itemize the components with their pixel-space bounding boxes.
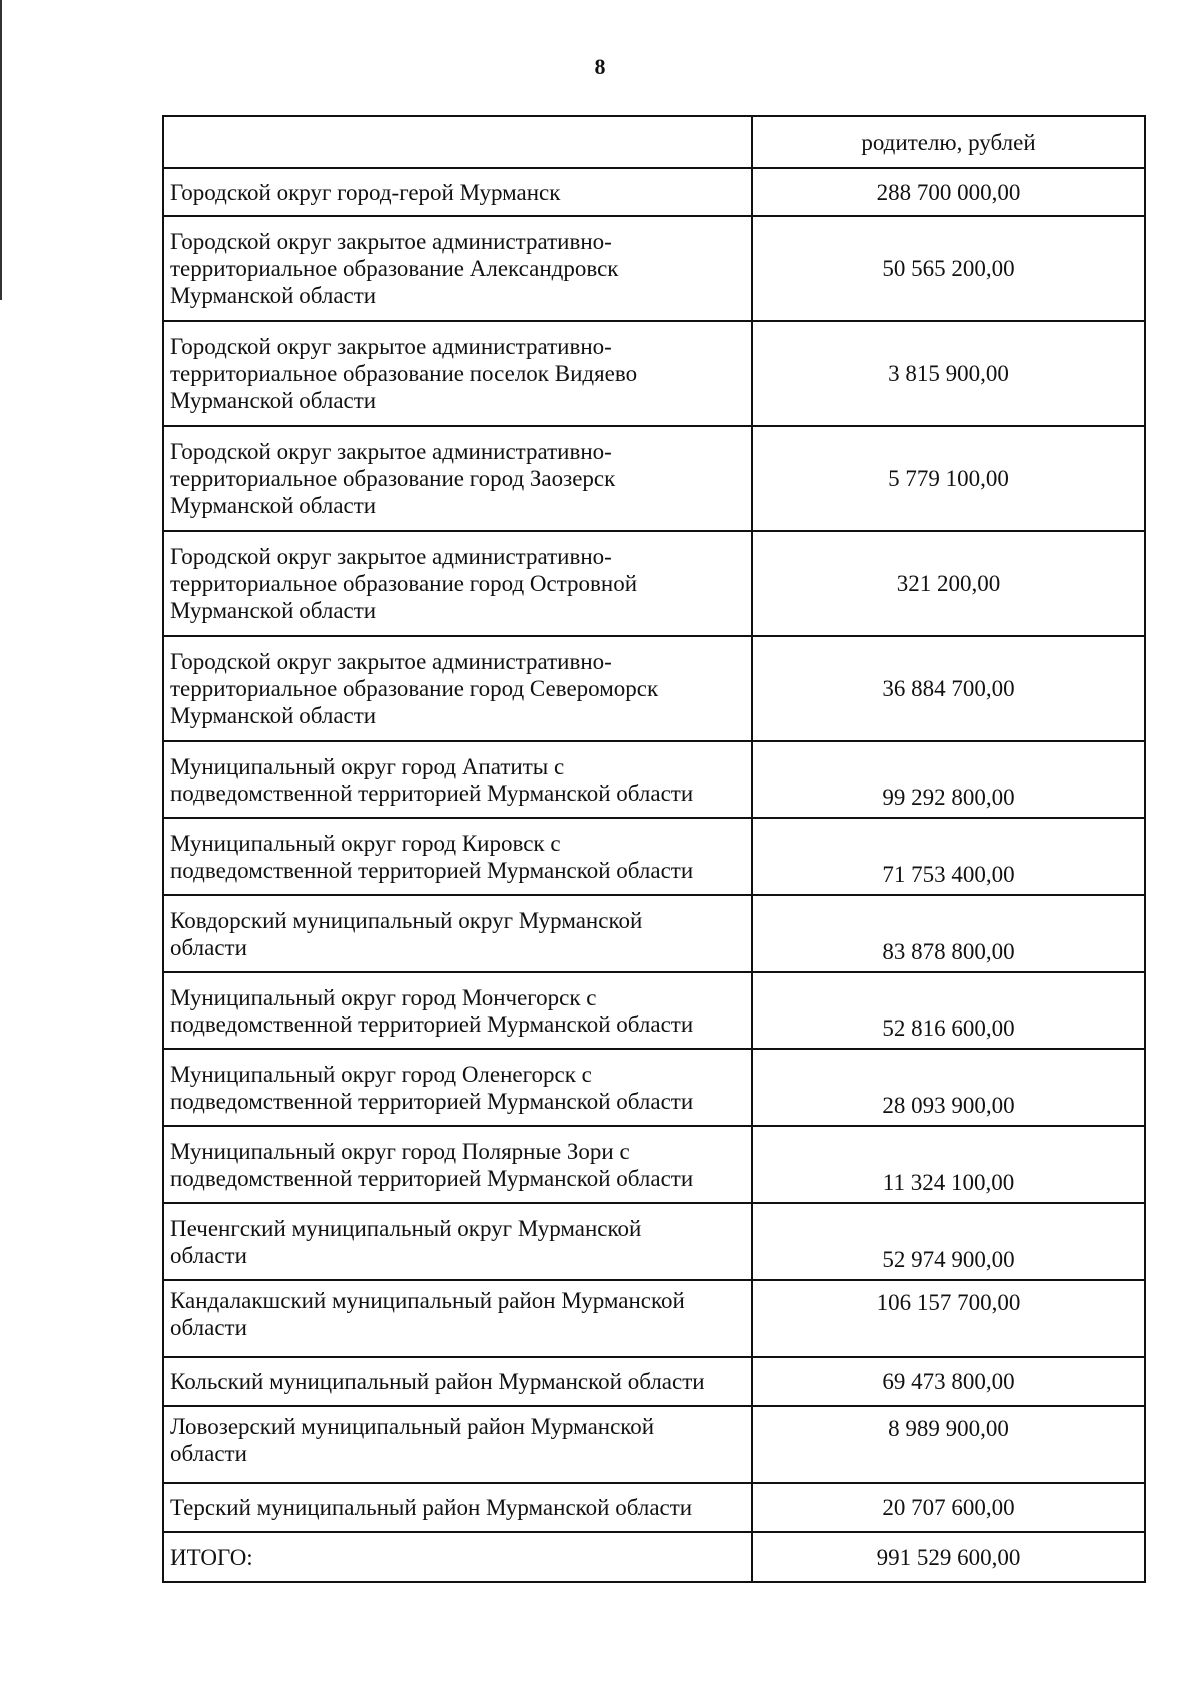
row-name: Муниципальный округ город Полярные Зори с подведомственной территорией Мурманской области xyxy=(163,1126,752,1203)
table-row xyxy=(163,818,1145,895)
row-value: 3 815 900,00 xyxy=(752,321,1145,426)
table-row xyxy=(163,1357,1145,1406)
page-margin-line xyxy=(0,0,2,300)
row-value: 71 753 400,00 xyxy=(752,818,1145,895)
row-value: 11 324 100,00 xyxy=(752,1126,1145,1203)
row-value: 50 565 200,00 xyxy=(752,216,1145,321)
table-row xyxy=(163,168,1145,216)
row-name: Ловозерский муниципальный район Мурманской области xyxy=(163,1406,752,1483)
page-number: 8 xyxy=(594,54,606,79)
row-value: 52 816 600,00 xyxy=(752,972,1145,1049)
row-value: 5 779 100,00 xyxy=(752,426,1145,531)
table-row xyxy=(163,1126,1145,1203)
row-value: 36 884 700,00 xyxy=(752,636,1145,741)
table-row xyxy=(163,1049,1145,1126)
table-row xyxy=(163,1280,1145,1357)
row-name: Терский муниципальный район Мурманской области xyxy=(163,1483,752,1532)
table-row xyxy=(163,972,1145,1049)
row-value: 83 878 800,00 xyxy=(752,895,1145,972)
allocation-table xyxy=(162,115,1146,1583)
row-name: Городской округ закрытое административно- территориальное образование Александровск Мурманской области xyxy=(163,216,752,321)
table-row xyxy=(163,1203,1145,1280)
row-value: 28 093 900,00 xyxy=(752,1049,1145,1126)
row-name: Ковдорский муниципальный округ Мурманской области xyxy=(163,895,752,972)
header-col-value: родителю, рублей xyxy=(752,116,1145,168)
row-name: Кольский муниципальный район Мурманской области xyxy=(163,1357,752,1406)
table-row xyxy=(163,216,1145,321)
row-value: 106 157 700,00 xyxy=(752,1280,1145,1357)
row-value: 99 292 800,00 xyxy=(752,741,1145,818)
row-name: Городской округ закрытое административно- территориальное образование город Североморск Мурманской области xyxy=(163,636,752,741)
row-name: Кандалакшский муниципальный район Мурманской области xyxy=(163,1280,752,1357)
row-name: Муниципальный округ город Кировск с подведомственной территорией Мурманской области xyxy=(163,818,752,895)
table-row xyxy=(163,1483,1145,1532)
total-value: 991 529 600,00 xyxy=(752,1532,1145,1582)
table-row xyxy=(163,321,1145,426)
table-row xyxy=(163,1406,1145,1483)
row-name: Городской округ закрытое административно- территориальное образование город Заозерск Мурманской области xyxy=(163,426,752,531)
table-row xyxy=(163,895,1145,972)
header-col-name xyxy=(163,116,752,168)
row-name: Муниципальный округ город Мончегорск с подведомственной территорией Мурманской области xyxy=(163,972,752,1049)
table-row xyxy=(163,531,1145,636)
table-row xyxy=(163,741,1145,818)
total-label: ИТОГО: xyxy=(163,1532,752,1582)
row-value: 288 700 000,00 xyxy=(752,168,1145,216)
row-value: 69 473 800,00 xyxy=(752,1357,1145,1406)
row-name: Городской округ закрытое административно- территориальное образование город Островной Мурманской области xyxy=(163,531,752,636)
table-row xyxy=(163,636,1145,741)
row-value: 8 989 900,00 xyxy=(752,1406,1145,1483)
row-value: 20 707 600,00 xyxy=(752,1483,1145,1532)
row-name: Печенгский муниципальный округ Мурманской области xyxy=(163,1203,752,1280)
row-value: 321 200,00 xyxy=(752,531,1145,636)
row-name: Городской округ закрытое административно- территориальное образование поселок Видяево Мурманской области xyxy=(163,321,752,426)
row-value: 52 974 900,00 xyxy=(752,1203,1145,1280)
row-name: Муниципальный округ город Оленегорск с подведомственной территорией Мурманской области xyxy=(163,1049,752,1126)
row-name: Городской округ город-герой Мурманск xyxy=(163,168,752,216)
row-name: Муниципальный округ город Апатиты с подведомственной территорией Мурманской области xyxy=(163,741,752,818)
table-row xyxy=(163,426,1145,531)
table-total-row xyxy=(163,1532,1145,1582)
table-header-row xyxy=(163,116,1145,168)
